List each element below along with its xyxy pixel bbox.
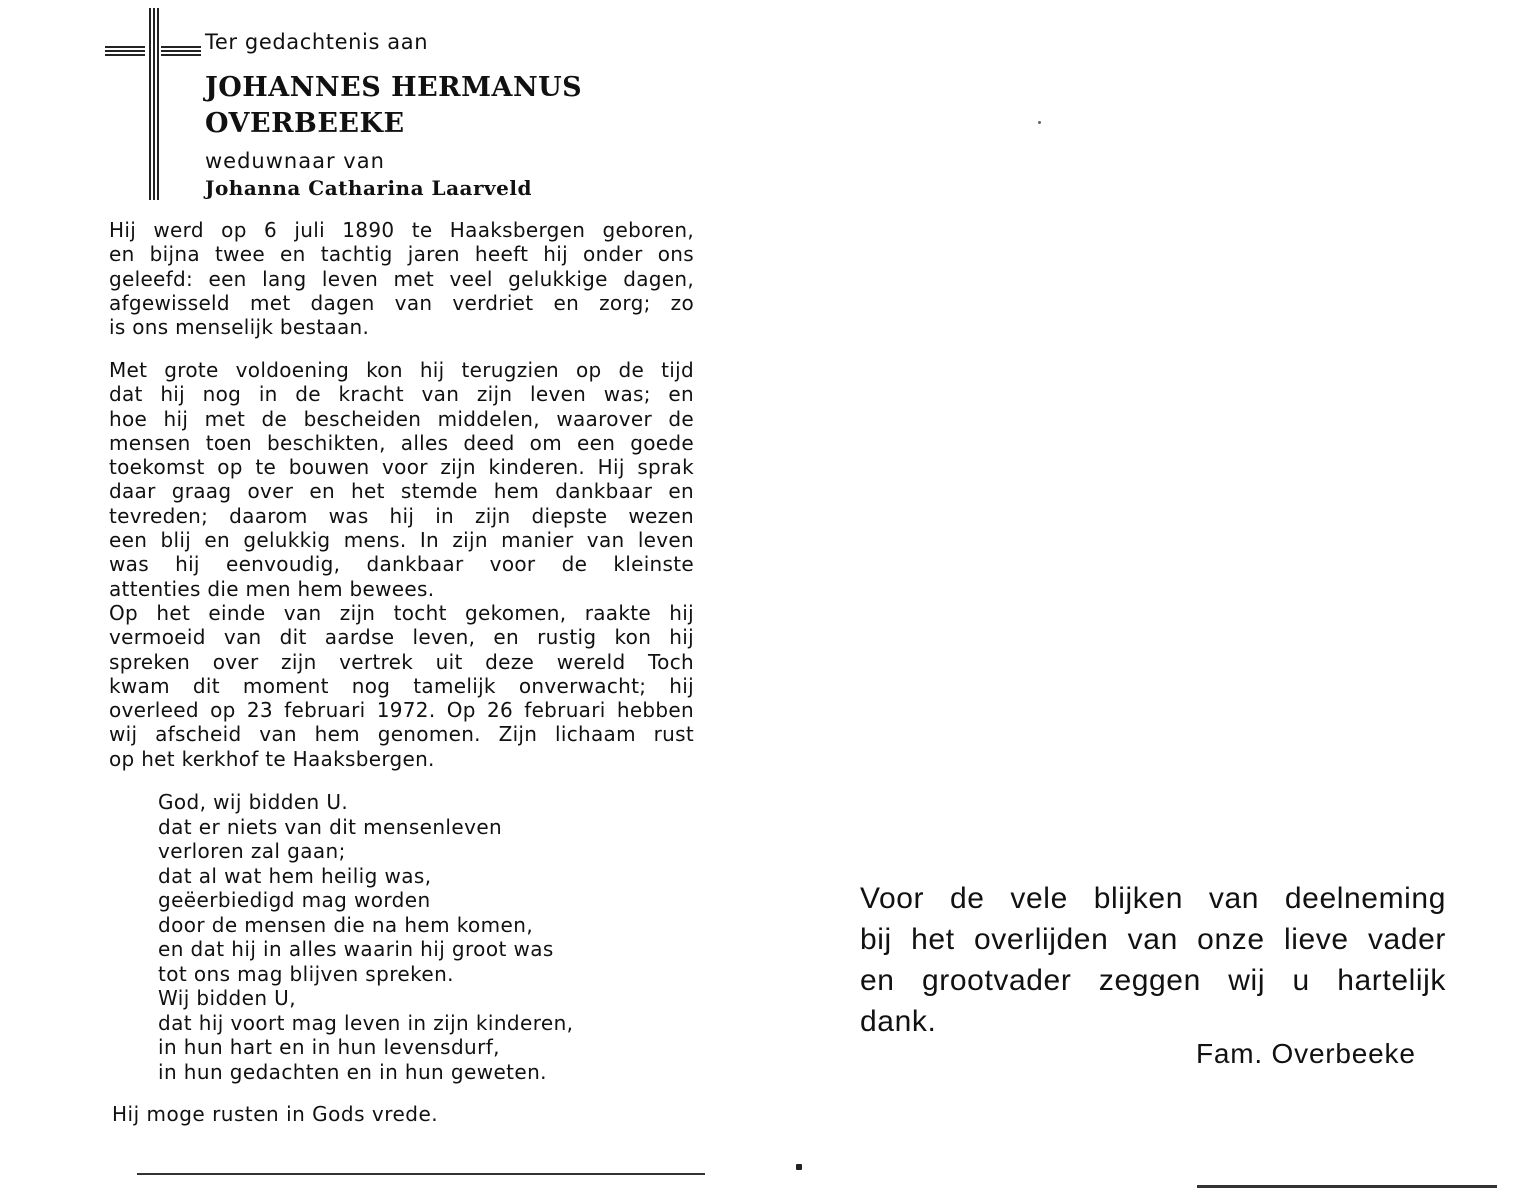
thanks-line: Voor de vele blijken van deelneming <box>860 882 1446 915</box>
prayer-line: dat hij voort mag leven in zijn kinderen, <box>158 1010 574 1035</box>
text-line: overleed op 23 februari 1972. Op 26 februari hebben <box>109 698 694 723</box>
prayer-line: verloren zal gaan; <box>158 839 346 863</box>
prayer-line: Wij bidden U, <box>158 986 296 1010</box>
text-line: Op het einde van zijn tocht gekomen, raakte hij <box>109 600 694 625</box>
text-line: vermoeid van dit aardse leven, en rustig kon hij <box>109 625 694 650</box>
thanks-line: bij het overlijden van onze lieve vader <box>860 923 1446 956</box>
text-line: wij afscheid van hem genomen. Zijn lichaam rust <box>109 722 694 747</box>
text-line: geleefd: een lang leven met veel gelukkige dagen, <box>109 266 694 291</box>
prayer-line: door de mensen die na hem komen, <box>158 912 534 937</box>
closing-line: Hij moge rusten in Gods vrede. <box>112 1102 439 1126</box>
text-line: hoe hij met de bescheiden middelen, waarover de <box>109 406 694 431</box>
text-line: op het kerkhof te Haaksbergen. <box>109 746 435 771</box>
text-line: toekomst op te bouwen voor zijn kinderen. Hij sprak <box>109 455 694 480</box>
thank-you-message <box>860 878 1446 1042</box>
text-line: spreken over zijn vertrek uit deze wereld Toch <box>109 649 694 674</box>
prayer-line: in hun hart en in hun levensdurf, <box>158 1035 500 1059</box>
text-line: was hij eenvoudig, dankbaar voor de kleinste <box>109 552 694 577</box>
name-line-2: OVERBEEKE <box>205 108 405 139</box>
text-line: dat hij nog in de kracht van zijn leven was; en <box>109 382 694 407</box>
prayer-line: en dat hij in alles waarin hij groot was <box>158 937 554 961</box>
text-line: kwam dit moment nog tamelijk onverwacht; hij <box>109 673 694 698</box>
intro-text: Ter gedachtenis aan <box>205 30 429 54</box>
text-line: mensen toen beschikten, alles deed om een goede <box>109 430 694 455</box>
text-line: tevreden; daarom was hij in zijn diepste wezen <box>109 503 694 528</box>
prayer-line: geëerbiedigd mag worden <box>158 888 431 912</box>
text-line: een blij en gelukkig mens. In zijn manier van leven <box>109 528 694 553</box>
deceased-name <box>205 70 582 142</box>
text-line: Hij werd op 6 juli 1890 te Haaksbergen geboren, <box>109 218 694 242</box>
text-line: is ons menselijk bestaan. <box>109 315 370 340</box>
thanks-line: en grootvader zeggen wij u hartelijk <box>860 964 1446 997</box>
widower-of-label: weduwnaar van <box>205 149 385 173</box>
bottom-rule-left <box>137 1173 705 1175</box>
thanks-line: dank. <box>860 1005 937 1038</box>
prayer-verse <box>158 790 573 1084</box>
prayer-line: in hun gedachten en in hun geweten. <box>158 1059 547 1084</box>
text-line: afgewisseld met dagen van verdriet en zorg; zo <box>109 290 694 315</box>
prayer-line: dat er niets van dit mensenleven <box>158 814 503 839</box>
fold-mark <box>796 1164 802 1170</box>
text-line: Met grote voldoening kon hij terugzien op de tijd <box>109 358 694 382</box>
bottom-rule-right <box>1197 1185 1497 1188</box>
biography-paragraph-2 <box>109 358 694 771</box>
text-line: attenties die men hem bewees. <box>109 576 435 601</box>
speck-mark <box>1038 121 1041 124</box>
prayer-line: God, wij bidden U. <box>158 790 349 814</box>
prayer-line: dat al wat hem heilig was, <box>158 863 432 888</box>
family-signature: Fam. Overbeeke <box>1196 1038 1416 1069</box>
spouse-name: Johanna Catharina Laarveld <box>205 176 532 200</box>
cross-icon <box>105 8 205 203</box>
memorial-card-left-panel <box>0 0 740 1200</box>
text-line: daar graag over en het stemde hem dankbaar en <box>109 479 694 504</box>
prayer-line: tot ons mag blijven spreken. <box>158 961 454 986</box>
name-line-1: JOHANNES HERMANUS <box>205 72 583 103</box>
biography-paragraph-1 <box>109 218 694 339</box>
text-line: en bijna twee en tachtig jaren heeft hij onder ons <box>109 242 694 267</box>
